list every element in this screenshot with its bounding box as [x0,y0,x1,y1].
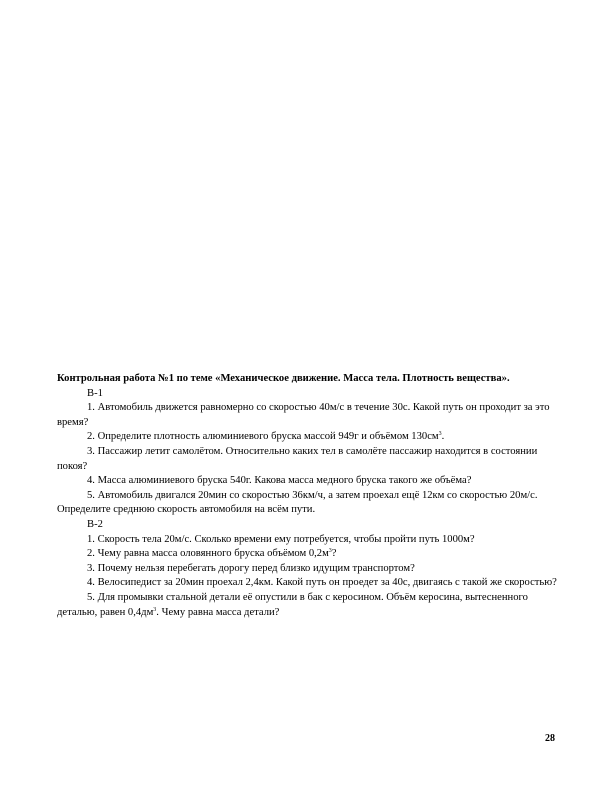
v1-question-2-text: 2. Определите плотность алюминиевого бруска массой 949г и объёмом 130см [87,431,439,443]
v1-question-5: 5. Автомобиль двигался 20мин со скоростью 36км/ч, а затем проехал ещё 12км со скоростью 20м/с. Определите среднюю скорость автомобиля на всём пути. [57,489,538,516]
variant-2-label: В-2 [87,518,103,530]
v2-question-4: 4. Велосипедист за 20мин проехал 2,4км. Какой путь он проедет за 40с, двигаясь с такой же скоростью? [87,577,557,589]
v2-question-5-end: . Чему равна масса детали? [156,606,280,618]
v1-question-1: 1. Автомобиль движется равномерно со скоростью 40м/с в течение 30с. Какой путь он проходит за это время? [57,402,550,428]
superscript: 3 [328,548,332,555]
v2-question-5-text: 5. Для промывки стальной детали её опустили в бак с керосином. Объём керосина, вытесненного деталью, равен 0,4дм [57,591,528,618]
superscript: 3 [153,606,157,613]
v2-question-1: 1. Скорость тела 20м/с. Сколько времени ему потребуется, чтобы пройти путь 1000м? [87,533,475,545]
v1-question-4: 4. Масса алюминиевого бруска 540г. Какова масса медного бруска такого же объёма? [87,475,472,487]
punctuation: ? [331,548,337,560]
v1-question-2 [57,430,557,445]
v2-question-2 [57,547,557,562]
worksheet-title: Контрольная работа №1 по теме «Механическое движение. Масса тела. Плотность вещества». [57,373,510,384]
worksheet [57,372,557,620]
v2-question-2-text: 2. Чему равна масса оловянного бруска объёмом 0,2м [87,548,329,560]
v2-question-5 [57,591,557,620]
v1-question-3: 3. Пассажир летит самолётом. Относительно каких тел в самолёте пассажир находится в состоянии покоя? [57,445,538,472]
superscript: 3 [438,431,442,438]
v2-question-3: 3. Почему нельзя перебегать дорогу перед близко идущим транспортом? [87,562,415,574]
punctuation: . [441,431,445,443]
page-number: 28 [545,733,555,744]
variant-1-label: В-1 [87,387,103,399]
